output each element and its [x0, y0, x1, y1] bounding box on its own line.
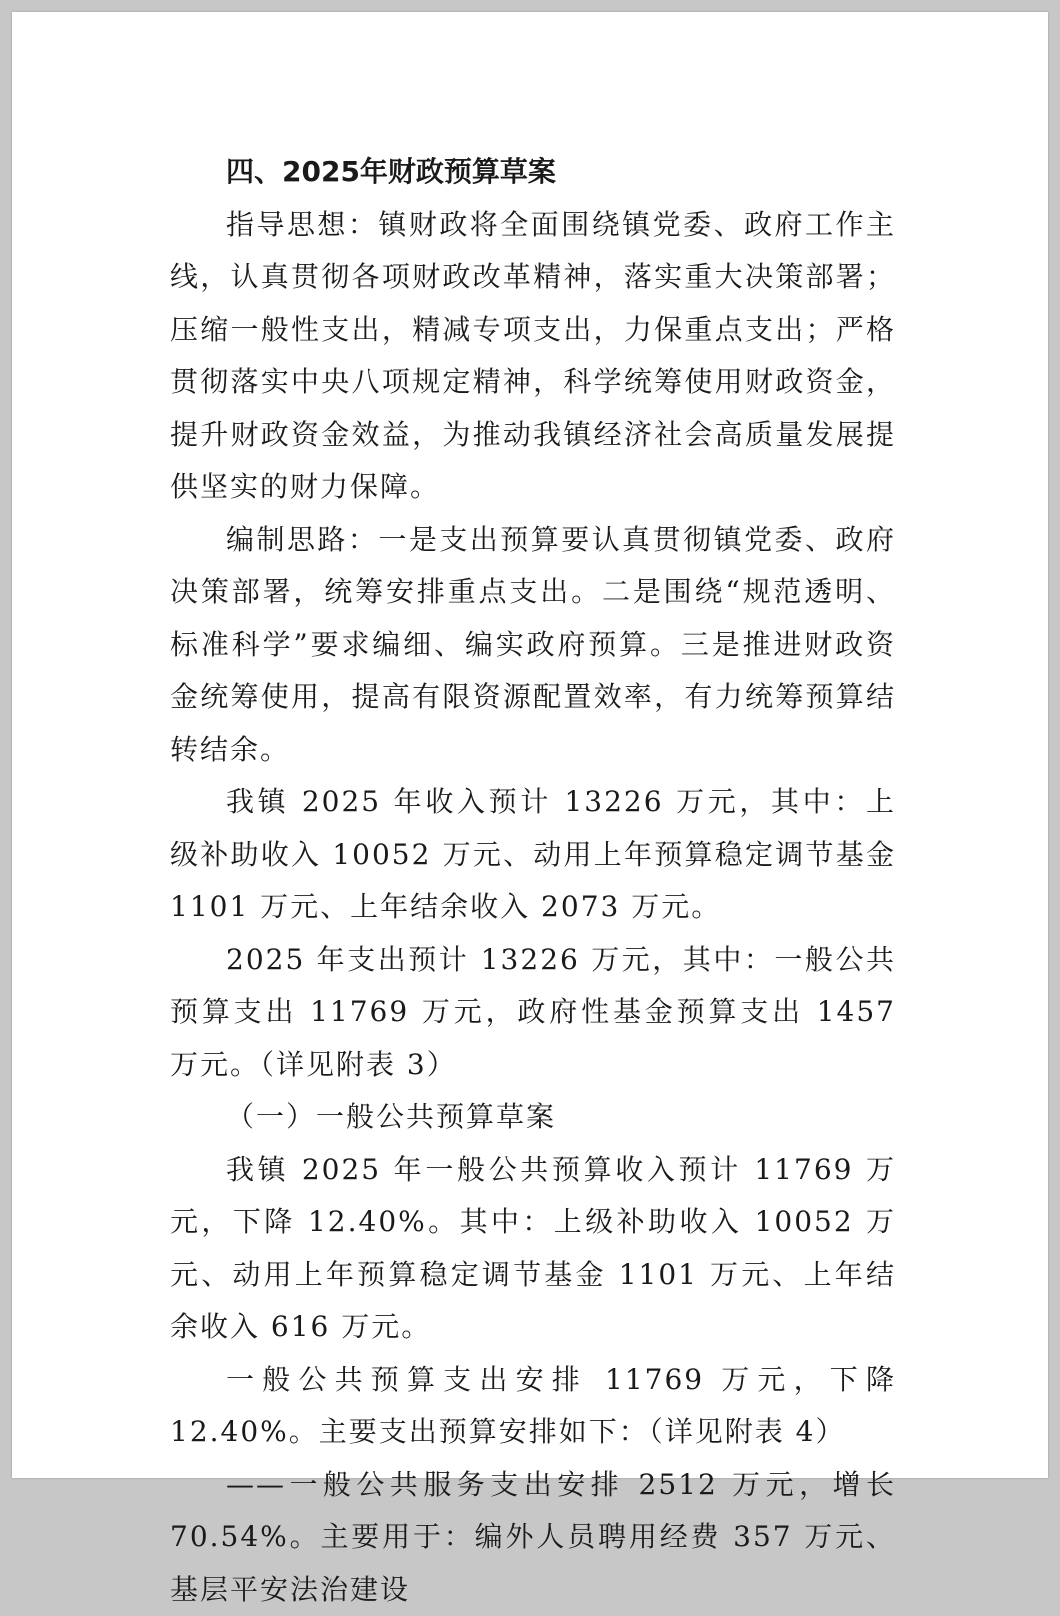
section-heading: 四、2025年财政预算草案 — [170, 146, 896, 199]
paragraph-expenditure-forecast: 2025 年支出预计 13226 万元，其中：一般公共预算支出 11769 万元，政府性基金预算支出 1457 万元。（详见附表 3） — [170, 934, 896, 1092]
paragraph-guiding-thought: 指导思想：镇财政将全面围绕镇党委、政府工作主线，认真贯彻各项财政改革精神，落实重大决策部署；压缩一般性支出，精减专项支出，力保重点支出；严格贯彻落实中央八项规定精神，科学统筹使用财政资金，提升财政资金效益，为推动我镇经济社会高质量发展提供坚实的财力保障。 — [170, 199, 896, 514]
paragraph-compilation-approach: 编制思路：一是支出预算要认真贯彻镇党委、政府决策部署，统筹安排重点支出。二是围绕“规范透明、标准科学”要求编细、编实政府预算。三是推进财政资金统筹使用，提高有限资源配置效率，有力统筹预算结转结余。 — [170, 514, 896, 777]
paragraph-public-services: ——一般公共服务支出安排 2512 万元，增长 70.54%。主要用于：编外人员聘用经费 357 万元、基层平安法治建设 — [170, 1459, 896, 1616]
paragraph-revenue-forecast: 我镇 2025 年收入预计 13226 万元，其中：上级补助收入 10052 万元、动用上年预算稳定调节基金 1101 万元、上年结余收入 2073 万元。 — [170, 776, 896, 934]
paragraph-general-budget-revenue: 我镇 2025 年一般公共预算收入预计 11769 万元，下降 12.40%。其中：上级补助收入 10052 万元、动用上年预算稳定调节基金 1101 万元、上年结余收入 616 万元。 — [170, 1144, 896, 1354]
document-page — [12, 12, 1048, 1478]
paragraph-general-budget-expenditure: 一般公共预算支出安排 11769 万元，下降 12.40%。主要支出预算安排如下：（详见附表 4） — [170, 1354, 896, 1459]
subsection-heading: （一）一般公共预算草案 — [170, 1091, 896, 1144]
document-body — [170, 146, 896, 1616]
